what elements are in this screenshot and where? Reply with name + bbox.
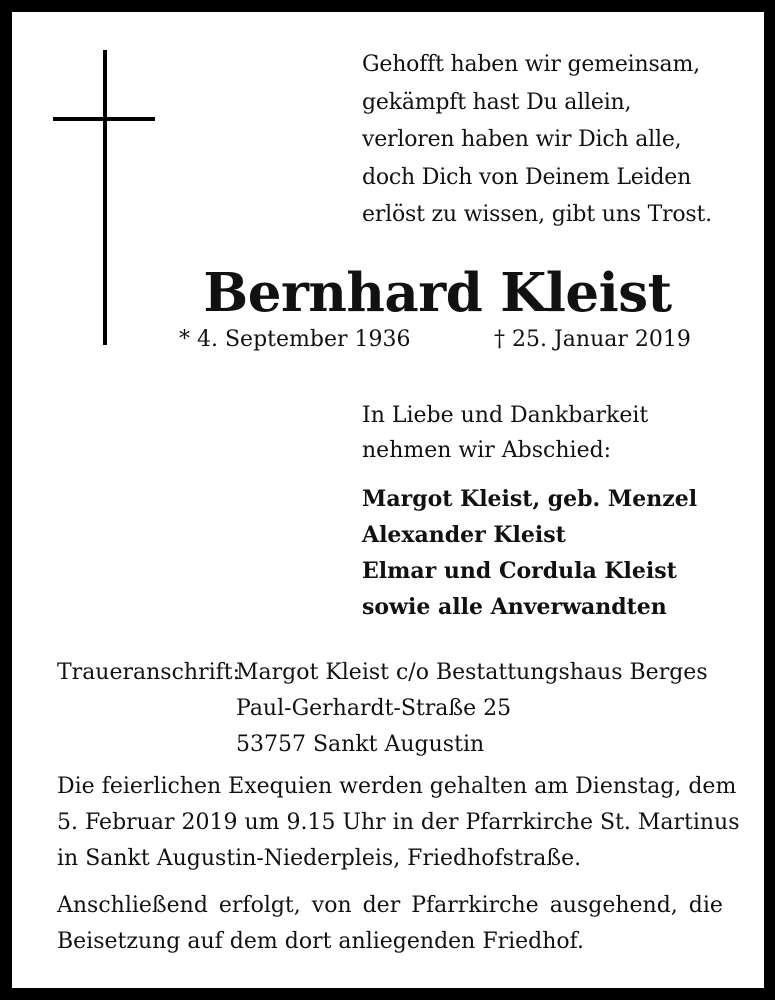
burial-word: erfolgt,	[218, 893, 301, 918]
address-line: Paul-Gerhardt-Straße 25	[236, 696, 512, 721]
poem-line: Gehofft haben wir gemeinsam,	[362, 52, 700, 77]
service-paragraph	[57, 769, 740, 877]
mourning-intro-line: nehmen wir Abschied:	[362, 438, 612, 463]
address-line: 53757 Sankt Augustin	[236, 732, 485, 757]
poem-line: erlöst zu wissen, gibt uns Trost.	[362, 202, 712, 227]
address-lines	[236, 655, 708, 763]
cross-icon-bar	[53, 117, 155, 121]
death-date: † 25. Januar 2019	[494, 327, 691, 352]
burial-word: Pfarrkirche	[411, 893, 539, 918]
deceased-name: Bernhard Kleist	[203, 262, 672, 324]
birth-date: * 4. September 1936	[179, 327, 411, 352]
family-list	[362, 481, 697, 625]
service-line: Die feierlichen Exequien werden gehalten am Dienstag, dem	[57, 774, 737, 799]
burial-line: Beisetzung auf dem dort anliegenden Friedhof.	[57, 929, 585, 954]
burial-word: der	[362, 893, 401, 918]
burial-paragraph	[57, 888, 723, 960]
family-member: sowie alle Anverwandten	[362, 594, 667, 620]
service-line: 5. Februar 2019 um 9.15 Uhr in der Pfarrkirche St. Martinus	[57, 810, 740, 835]
address-line: Margot Kleist c/o Bestattungshaus Berges	[236, 660, 708, 685]
burial-word: ausgehend,	[549, 893, 678, 918]
family-member: Elmar und Cordula Kleist	[362, 558, 677, 584]
poem	[362, 46, 762, 234]
mourning-intro	[362, 398, 648, 468]
mourning-intro-line: In Liebe und Dankbarkeit	[362, 403, 649, 428]
burial-word: die	[688, 893, 723, 918]
poem-line: gekämpft hast Du allein,	[362, 89, 632, 115]
family-member: Margot Kleist, geb. Menzel	[362, 486, 698, 512]
burial-word: Anschließend	[57, 893, 208, 918]
address-label: Traueranschrift:	[57, 660, 241, 685]
poem-line: doch Dich von Deinem Leiden	[362, 164, 692, 190]
poem-line: verloren haben wir Dich alle,	[362, 127, 682, 152]
burial-line	[57, 888, 723, 924]
family-member: Alexander Kleist	[362, 522, 566, 548]
burial-word: von	[311, 893, 352, 918]
service-line: in Sankt Augustin-Niederpleis, Friedhofstraße.	[57, 846, 582, 871]
